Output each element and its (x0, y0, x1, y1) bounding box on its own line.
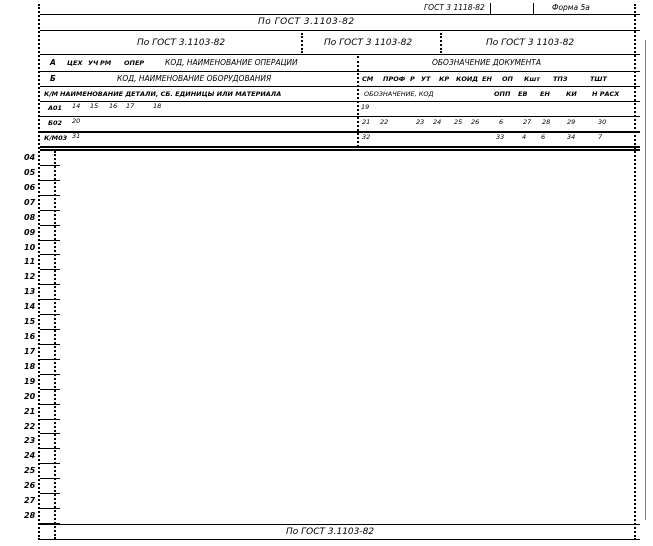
row-number-label: 24 (24, 451, 36, 461)
row-number-underline (40, 254, 60, 255)
row-b-equipment-label: КОД, НАИМЕНОВАНИЕ ОБОРУДОВАНИЯ (117, 74, 272, 83)
row-number-underline (40, 448, 60, 449)
row-number-label: 07 (24, 197, 36, 207)
row-number-underline (40, 344, 60, 345)
row-number-divider (54, 151, 56, 539)
row-number-label: 08 (24, 212, 36, 222)
field-22: 22 (380, 118, 389, 126)
field-20: 20 (72, 117, 81, 125)
field-34: 34 (567, 133, 576, 141)
row-k-col-nrash: Н РАСХ (592, 90, 620, 98)
gost-form-number: ГОСТ 3 1118-82 (424, 3, 485, 12)
row-k-col-ev: ЕВ (518, 90, 528, 98)
header-divider-2 (533, 3, 534, 14)
field-29: 29 (567, 118, 576, 126)
row-number-underline (40, 225, 60, 226)
row-number-label: 13 (24, 287, 36, 297)
row-number-underline (40, 419, 60, 420)
row-number-underline (40, 269, 60, 270)
row-number-label: 09 (24, 227, 36, 237)
field-23: 23 (416, 118, 425, 126)
row-k-part-label: НАИМЕНОВАНИЕ ДЕТАЛИ, СБ. ЕДИНИЦЫ ИЛИ МАТЕРИАЛА (60, 90, 282, 98)
form-label: Форма 5а (552, 3, 590, 12)
row-b-col-r: Р (410, 75, 415, 83)
frame-top-line (40, 14, 640, 15)
row-number-label: 18 (24, 361, 36, 371)
row-01-bottom-line (40, 116, 640, 117)
row-number-label: 22 (24, 421, 36, 431)
row-number-underline (40, 195, 60, 196)
row-k-marker: К/М (44, 90, 59, 98)
field-32: 32 (362, 133, 371, 141)
row-b-col-op: ОП (502, 75, 513, 83)
field-14: 14 (72, 102, 81, 110)
row-number-label: 06 (24, 182, 36, 192)
header-divider-1 (490, 3, 491, 14)
row-number-underline (40, 284, 60, 285)
row-number-label: 19 (24, 376, 36, 386)
row-number-label: 15 (24, 317, 36, 327)
row-number-underline (40, 493, 60, 494)
row-a-operation-label: КОД, НАИМЕНОВАНИЕ ОПЕРАЦИИ (165, 58, 298, 67)
row-number-underline (40, 404, 60, 405)
field-16: 16 (109, 102, 118, 110)
row-number-label: 21 (24, 406, 36, 416)
field-17: 17 (126, 102, 135, 110)
field-30: 30 (598, 118, 607, 126)
row-number-label: 16 (24, 332, 36, 342)
subtitle-middle: По ГОСТ 3 1103-82 (324, 38, 413, 48)
row-number-label: 28 (24, 511, 36, 521)
field-4: 4 (522, 133, 527, 141)
row-number-label: 26 (24, 481, 36, 491)
row-01-label: А01 (48, 104, 63, 112)
row-number-label: 23 (24, 436, 36, 446)
row-number-label: 14 (24, 302, 36, 312)
row-number-underline (40, 165, 60, 166)
row-number-underline (40, 210, 60, 211)
right-edge-line (645, 40, 646, 520)
row-number-underline (40, 299, 60, 300)
row-b-col-tpz: ТПЗ (553, 75, 568, 83)
row-03-bottom-line (40, 146, 640, 148)
row-b-col-koid: КОИД (456, 75, 479, 83)
row-number-label: 04 (24, 153, 36, 162)
footer-bottom-line (40, 539, 640, 540)
field-15: 15 (90, 102, 99, 110)
field-28: 28 (542, 118, 551, 126)
row-number-label: 20 (24, 391, 36, 401)
row-number-underline (40, 433, 60, 434)
row-b-col-sm: СМ (362, 75, 374, 83)
row-b-marker: Б (50, 74, 56, 83)
row-number-underline (40, 478, 60, 479)
row-k-col-opp: ОПП (494, 90, 511, 98)
row-a-marker: А (50, 58, 56, 67)
subtitle-right: По ГОСТ 3 1103-82 (486, 38, 575, 48)
row-number-label: 12 (24, 272, 36, 282)
row-b-col-en: ЕН (482, 75, 492, 83)
field-26: 26 (471, 118, 480, 126)
field-31: 31 (72, 132, 81, 140)
row-a-uch: УЧ (88, 59, 99, 67)
field-7: 7 (598, 133, 603, 141)
row-number-underline (40, 240, 60, 241)
row-03-double-line (40, 149, 640, 151)
main-title: По ГОСТ 3.1103-82 (258, 17, 355, 27)
row-number-label: 11 (24, 257, 36, 267)
row-number-label: 25 (24, 466, 36, 476)
subtitle-left: По ГОСТ 3.1103-82 (137, 38, 226, 48)
row-number-label: 10 (24, 242, 36, 252)
row-a-oper: ОПЕР (124, 59, 145, 67)
row-b-col-prof: ПРОФ (383, 75, 406, 83)
row-03-label: К/М03 (44, 134, 68, 142)
footer-top-line (40, 524, 640, 525)
row-a-rm: РМ (100, 59, 112, 67)
field-27: 27 (523, 118, 532, 126)
subtitle-divider-2 (440, 33, 442, 53)
field-18: 18 (153, 102, 162, 110)
field-6b: 6 (541, 133, 546, 141)
row-number-label: 27 (24, 496, 36, 506)
row-number-underline (40, 359, 60, 360)
field-6: 6 (499, 118, 504, 126)
row-number-underline (40, 314, 60, 315)
row-k-col-designation: ОБОЗНАЧЕНИЕ, КОД (364, 90, 434, 98)
field-25: 25 (454, 118, 463, 126)
subtitle-divider-1 (301, 33, 303, 53)
field-21: 21 (362, 118, 371, 126)
field-24: 24 (433, 118, 442, 126)
field-33: 33 (496, 133, 505, 141)
row-number-underline (40, 508, 60, 509)
row-b-col-tsht: ТШТ (590, 75, 607, 83)
subtitle-bottom-line (40, 54, 640, 55)
right-dotted-border (634, 4, 636, 540)
row-number-underline (40, 463, 60, 464)
row-number-underline (40, 329, 60, 330)
row-number-label: 17 (24, 346, 36, 356)
row-k-col-en: ЕН (540, 90, 550, 98)
row-b-col-ksht: Кшт (524, 75, 540, 83)
row-number-underline (40, 180, 60, 181)
row-number-underline (40, 389, 60, 390)
row-02-label: Б02 (48, 119, 62, 127)
row-a-bottom-line (40, 71, 640, 72)
row-02-bottom-line (40, 131, 640, 133)
row-b-bottom-line (40, 86, 640, 87)
row-b-col-ut: УТ (421, 75, 431, 83)
footer-title: По ГОСТ 3.1103-82 (286, 527, 375, 537)
row-k-col-ki: КИ (566, 90, 577, 98)
row-number-label: 05 (24, 167, 36, 177)
row-b-col-kr: КР (439, 75, 450, 83)
center-dotted-divider (357, 56, 359, 151)
field-19: 19 (361, 103, 370, 111)
row-number-underline (40, 523, 60, 524)
title-bottom-line (40, 30, 640, 31)
row-a-ceh: ЦЕХ (67, 59, 83, 67)
row-a-document-label: ОБОЗНАЧЕНИЕ ДОКУМЕНТА (432, 58, 542, 67)
row-number-underline (40, 374, 60, 375)
